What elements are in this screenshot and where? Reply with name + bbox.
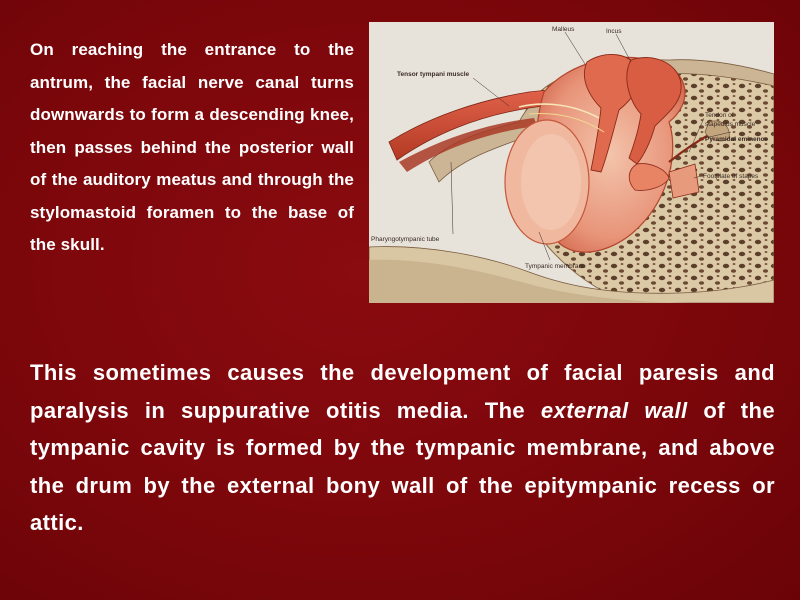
bottom-paragraph-part1: This sometimes causes the development of facial paresis and paralysis in suppurative otitis media. The: [30, 360, 775, 423]
label-tendon-line1: Tendon of: [705, 112, 734, 119]
middle-ear-diagram: [369, 22, 774, 303]
label-pyramidal-eminence: Pyramidal eminence: [705, 136, 768, 143]
bottom-paragraph-emphasis: external wall: [540, 397, 688, 423]
bottom-paragraph-part2: of the tympanic cavity is formed by the tympanic membrane, and above the drum by the external bony wall of the epitympanic recess or attic.: [30, 397, 775, 535]
label-tympanic-membrane: Tympanic membrane: [525, 263, 586, 270]
top-paragraph: On reaching the entrance to the antrum, the facial nerve canal turns downwards to form a descending knee, then passes behind the posterior wall of the auditory meatus and through the stylomastoid foramen to the base of the skull.: [30, 40, 354, 254]
bottom-paragraph: [30, 354, 775, 542]
label-tendon-line2: stapedius muscle: [705, 121, 756, 128]
label-tensor-tympani: Tensor tympani muscle: [397, 71, 470, 78]
label-pharyngotympanic-tube: Pharyngotympanic tube: [371, 236, 440, 243]
label-footplate-stapes: Footplate of stapes: [703, 173, 759, 180]
label-malleus: Malleus: [552, 26, 575, 33]
label-incus: Incus: [606, 28, 622, 35]
anatomy-illustration: [369, 22, 774, 303]
